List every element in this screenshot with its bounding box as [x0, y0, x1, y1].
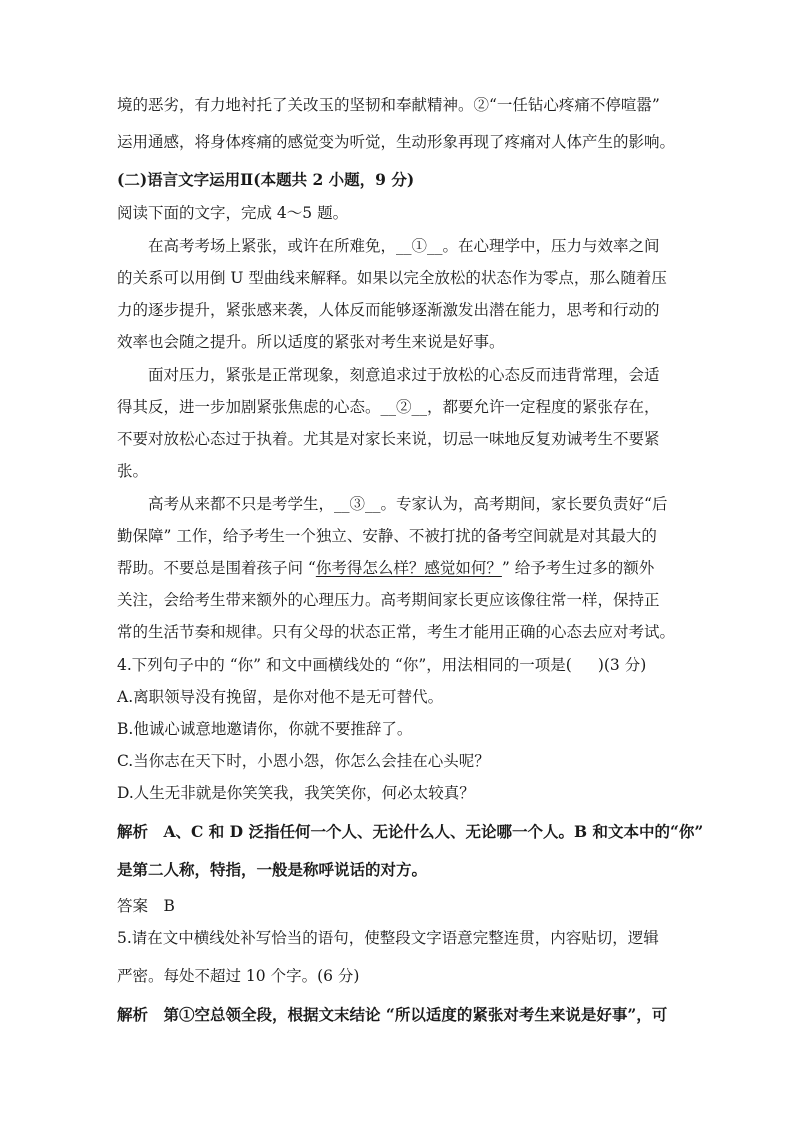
blank-3: __③__: [334, 495, 381, 513]
paragraph-line: 常的生活节奏和规律。只有父母的状态正常，考生才能用正确的心态去应对考试。: [117, 623, 676, 641]
text-span: 帮助。不要总是围着孩子问 “: [117, 559, 316, 577]
text-span: 。在心理学中，压力与效率之间: [442, 237, 660, 255]
option-b: B.他诚心诚意地邀请你，你就不要推辞了。: [117, 720, 413, 738]
question-text: 4.下列句子中的 “你” 和文中画横线处的 “你”，用法相同的一项是(: [117, 656, 572, 674]
text-span: 高考从来都不只是考学生，: [148, 495, 335, 513]
blank-1: __①__: [396, 237, 443, 255]
option-d: D.人生无非就是你笑笑我，我笑笑你，何必太较真？: [117, 784, 475, 802]
paragraph-line: [117, 398, 660, 417]
option-a: A.离职领导没有挽留，是你对他不是无可替代。: [117, 688, 444, 706]
paragraph-line: [117, 559, 654, 578]
question-4: [117, 656, 646, 675]
paragraph-line: 勤保障” 工作，给予考生一个独立、安静、不被打扰的备考空间就是对其最大的: [117, 527, 657, 545]
section-heading: (二)语言文字运用Ⅱ(本题共 2 小题，9 分): [117, 170, 415, 189]
question-5-cont: 严密。每处不超过 10 个字。(6 分): [117, 967, 360, 985]
analysis-line: 解析 A、C 和 D 泛指任何一个人、无论什么人、无论哪一个人。B 和文本中的“你”: [117, 822, 704, 841]
analysis-line: 解析 第①空总领全段，根据文末结论 “所以适度的紧张对考生来说是好事”，可: [117, 1005, 668, 1024]
text-span: 在高考考场上紧张，或许在所难免，: [148, 237, 397, 255]
paragraph-line: 不要对放松心态过于执着。尤其是对家长来说，切忌一味地反复劝诫考生不要紧: [117, 430, 660, 448]
paragraph-line: [117, 495, 667, 514]
paragraph-line: 的关系可以用倒 U 型曲线来解释。如果以完全放松的状态作为零点，那么随着压: [117, 269, 667, 287]
text-span: ，都要允许一定程度的紧张存在，: [427, 398, 660, 416]
text-span: ” 给予考生过多的额外: [501, 559, 655, 577]
analysis-line: 是第二人称，特指，一般是称呼说话的对方。: [117, 860, 428, 879]
paragraph-line: 效率也会随之提升。所以适度的紧张对考生来说是好事。: [117, 333, 505, 351]
paragraph-line: 张。: [117, 462, 149, 480]
text-span: 。专家认为，高考期间，家长要负责好“后: [380, 495, 668, 513]
paragraph-line: 面对压力，紧张是正常现象，刻意追求过于放松的心态反而违背常理，会适: [148, 366, 660, 384]
text-line: 运用通感，将身体疼痛的感觉变为听觉，生动形象再现了疼痛对人体产生的影响。: [117, 133, 676, 151]
paragraph-line: [117, 237, 660, 256]
question-5: 5.请在文中横线处补写恰当的语句，使整段文字语意完整连贯，内容贴切，逻辑: [117, 929, 659, 947]
instruction-line: 阅读下面的文字，完成 4～5 题。: [117, 204, 349, 222]
option-c: C.当你志在天下时，小恩小怨，你怎么会挂在心头呢？: [117, 752, 490, 770]
text-line: 境的恶劣，有力地衬托了关改玉的坚韧和奉献精神。②“一任钻心疼痛不停喧嚣”: [117, 96, 660, 114]
underlined-question: 你考得怎么样？感觉如何？: [315, 559, 502, 577]
answer-line: 答案 B: [117, 897, 175, 915]
blank-2: __②__: [380, 398, 428, 416]
paragraph-line: 关注，会给考生带来额外的心理压力。高考期间家长更应该像往常一样，保持正: [117, 591, 660, 609]
paragraph-line: 力的逐步提升，紧张感来袭，人体反而能够逐渐激发出潜在能力，思考和行动的: [117, 301, 660, 319]
question-score: )(3 分): [597, 656, 647, 674]
text-span: 得其反，进一步加剧紧张焦虑的心态。: [117, 398, 381, 416]
